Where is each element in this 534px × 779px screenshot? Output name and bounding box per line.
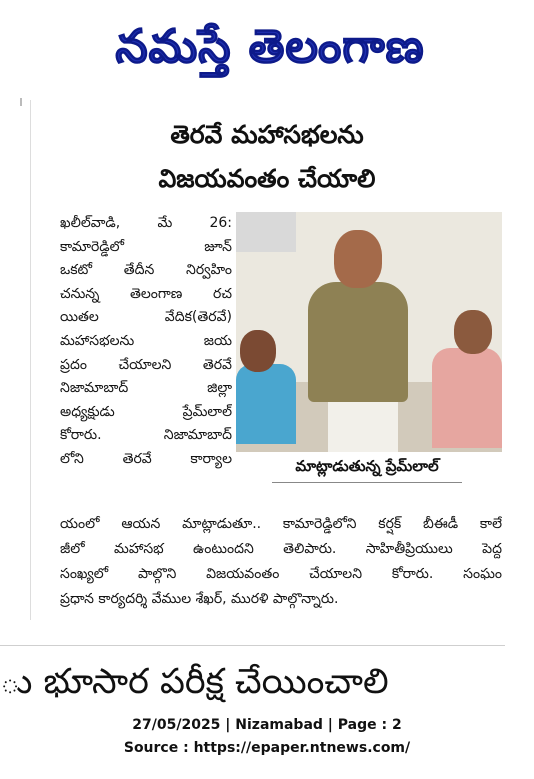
- section-divider: [0, 645, 505, 646]
- newspaper-logo: నమస్తే తెలంగాణ: [115, 19, 425, 73]
- body-line: నిజామాబాద్ జిల్లా: [60, 380, 232, 397]
- body-line: యితల వేదిక(తెరవే): [60, 309, 232, 326]
- body-line: యంలో ఆయన మాట్లాడుతూ.. కామారెడ్డిలోని కర్షక్ బీఈడీ కాలే: [60, 516, 502, 532]
- body-line: చనున్న తెలంగాణ రచ: [60, 285, 232, 302]
- body-line: అధ్యక్షుడు ప్రేమ్‌లాల్: [60, 403, 232, 420]
- caption-underline: [272, 482, 462, 483]
- headline-line-1: తెరవే మహాసభలను: [170, 120, 364, 149]
- article-body-column: [60, 212, 232, 472]
- body-line: ప్రధాన కార్యదర్శి వేముల శేఖర్, మురళి పాల్గొన్నారు.: [60, 591, 339, 607]
- person-speaking: [308, 282, 408, 402]
- edition-info: 27/05/2025 | Nizamabad | Page : 2: [132, 717, 402, 733]
- body-line: ఖలీల్‌వాడి, మే 26:: [60, 215, 232, 231]
- body-line: కామారెడ్డిలో జూన్: [60, 238, 232, 255]
- body-line: లోని తెరవే కార్యాల: [60, 450, 232, 467]
- body-line: సంఖ్యలో పాల్గొని విజయవంతం చేయాలని కోరారు. సంఘం: [60, 566, 502, 582]
- masthead: [0, 0, 534, 98]
- body-line: కోరారు. నిజామాబాద్: [60, 427, 232, 444]
- article-body-wide: [60, 512, 502, 612]
- person-left: [236, 364, 296, 444]
- article-photo: [236, 212, 502, 452]
- body-line: ఒకటో తేదీన నిర్వహిం: [60, 262, 232, 279]
- body-line: ప్రదం చేయాలని తెరవే: [60, 356, 232, 373]
- source-link[interactable]: Source : https://epaper.ntnews.com/: [123, 740, 411, 756]
- body-line: జీలో మహాసభ ఉంటుందని తెలిపారు. సాహితీప్రియులు పెద్ద: [60, 541, 502, 557]
- article-headline: [30, 100, 504, 210]
- body-line: మహాసభలను జయ: [60, 332, 232, 349]
- person-right: [432, 348, 502, 448]
- photo-caption: మాట్లాడుతున్న ప్రేమ్‌లాల్: [295, 457, 439, 475]
- headline-line-2: విజయవంతం చేయాలి: [158, 164, 376, 193]
- next-article-headline: ు భూసార పరీక్ష చేయించాలి: [0, 662, 389, 702]
- divider: [20, 98, 22, 106]
